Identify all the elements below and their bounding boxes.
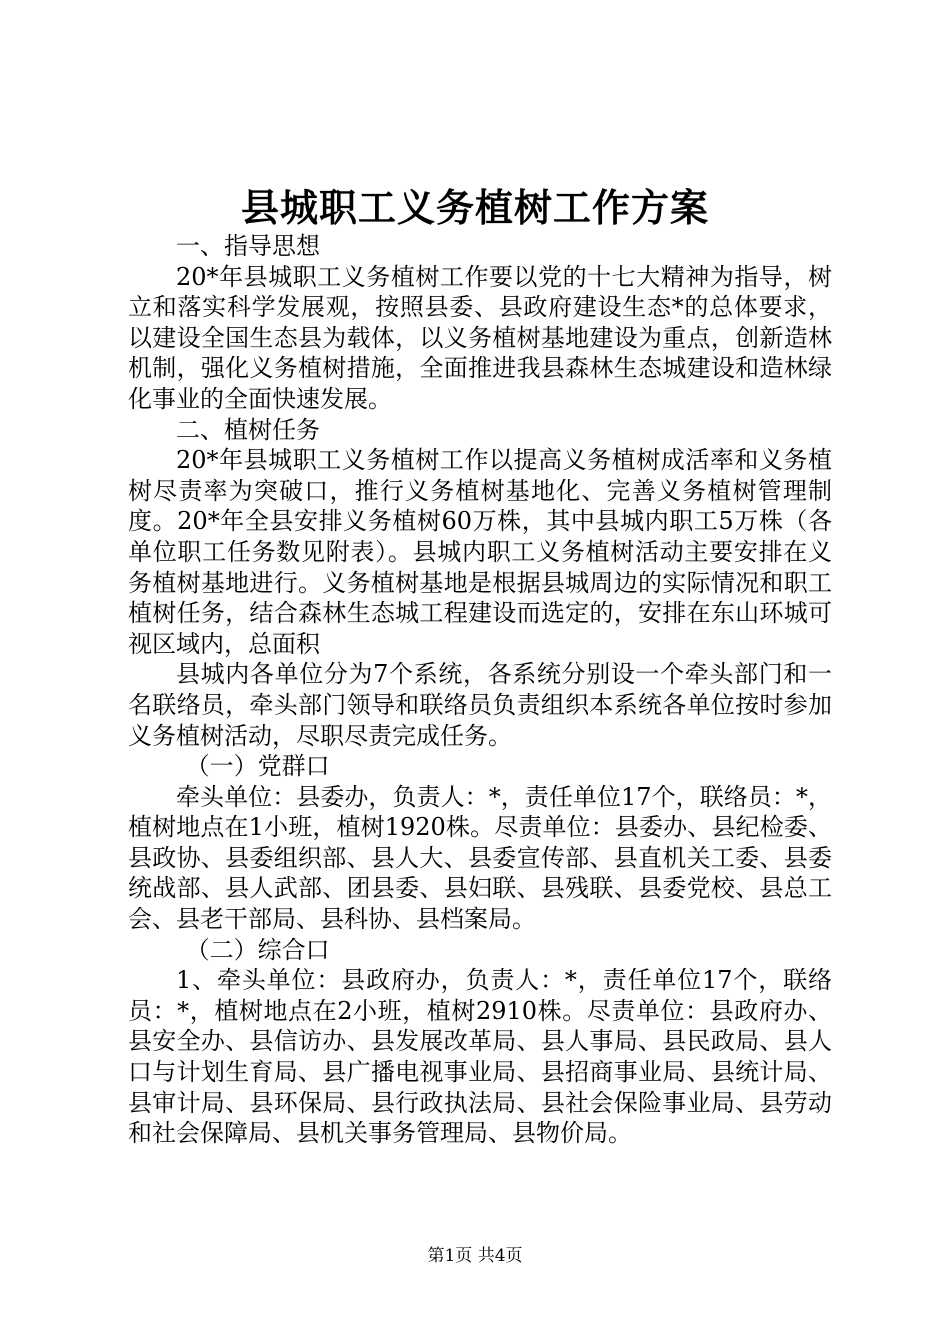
paragraph: 牵头单位：县委办，负责人：*，责任单位17个，联络员：*，植树地点在1小班，植树1920株。尽责单位：县委办、县纪检委、县政协、县委组织部、县人大、县委宣传部、县直机关工委、县委统战部、县人武部、团县委、县妇联、县残联、县委党校、县总工会、县老干部局、县科协、县档案局。	[128, 782, 832, 934]
subsection-heading: （一）党群口	[185, 752, 330, 781]
paragraph: 县城内各单位分为7个系统，各系统分别设一个牵头部门和一名联络员，牵头部门领导和联络员负责组织本系统各单位按时参加义务植树活动，尽职尽责完成任务。	[128, 660, 832, 750]
document-body	[128, 231, 832, 1149]
page-footer: 第1页 共4页	[427, 1246, 523, 1266]
paragraph: 20*年县城职工义务植树工作以提高义务植树成活率和义务植树尽责率为突破口，推行义务植树基地化、完善义务植树管理制度。20*年全县安排义务植树60万株，其中县城内职工5万株（各单位职工任务数见附表）。县城内职工义务植树活动主要安排在义务植树基地进行。义务植树基地是根据县城周边的实际情况和职工植树任务，结合森林生态城工程建设而选定的，安排在东山环城可视区域内，总面积	[128, 446, 832, 658]
section-heading: 二、植树任务	[176, 415, 320, 444]
document-title: 县城职工义务植树工作方案	[240, 186, 709, 230]
paragraph: 20*年县城职工义务植树工作要以党的十七大精神为指导，树立和落实科学发展观，按照县委、县政府建设生态*的总体要求，以建设全国生态县为载体，以义务植树基地建设为重点，创新造林机制，强化义务植树措施，全面推进我县森林生态城建设和造林绿化事业的全面快速发展。	[128, 262, 832, 413]
section-heading: 一、指导思想	[176, 232, 320, 260]
paragraph: 1、牵头单位：县政府办，负责人：*，责任单位17个，联络员：*，植树地点在2小班，植树2910株。尽责单位：县政府办、县安全办、县信访办、县发展改革局、县人事局、县民政局、县人口与计划生育局、县广播电视事业局、县招商事业局、县统计局、县审计局、县环保局、县行政执法局、县社会保险事业局、县劳动和社会保障局、县机关事务管理局、县物价局。	[128, 966, 832, 1148]
subsection-heading: （二）综合口	[185, 935, 330, 964]
